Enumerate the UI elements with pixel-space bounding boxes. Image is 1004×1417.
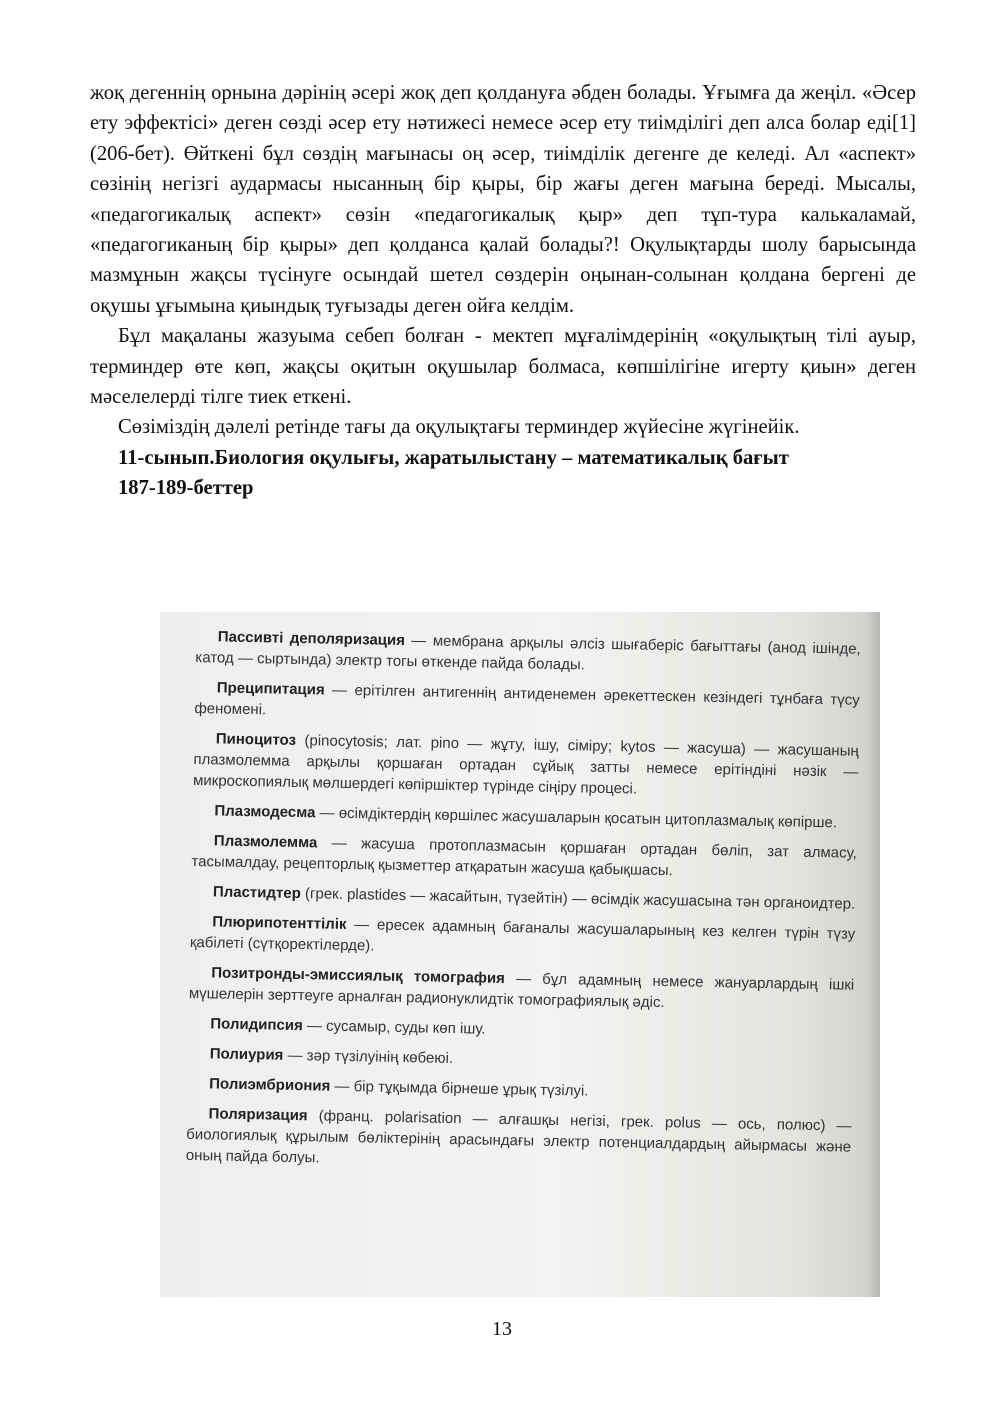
glossary-definition: — жасуша протоплазмасын қоршаған ортадан бөліп, зат алмасу, тасымалдау, рецепторлық қызметтер атқаратын жасуша қабықшасы. — [191, 834, 857, 880]
glossary-entry — [190, 911, 856, 966]
glossary-term: Плазмолемма — [213, 832, 318, 852]
glossary-term: Пластидтер — [212, 883, 301, 903]
glossary-definition: — ересек адамның бағаналы жасушаларының кез келген түрін түзу қабілеті (сүтқоректілерде). — [189, 915, 856, 955]
glossary-definition: — бір тұқымда бірнеше ұрық түзілуі. — [330, 1077, 589, 1100]
glossary-entry — [186, 1103, 852, 1179]
glossary-term: Поляризация — [208, 1105, 308, 1125]
glossary-entry — [194, 677, 860, 732]
glossary-term: Плазмодесма — [214, 802, 316, 822]
glossary-term: Плюрипотенттілік — [212, 913, 347, 933]
glossary-term: Полиурия — [209, 1045, 284, 1064]
glossary-definition: — ерітілген антигеннің антиденемен әрекеттескен кезіндегі тұнбаға түсу феномені. — [194, 681, 860, 719]
glossary-entry — [191, 881, 856, 915]
glossary-entry — [193, 728, 859, 804]
glossary-entry — [191, 830, 857, 885]
page-number: 13 — [492, 1318, 512, 1340]
glossary-term: Преципитация — [216, 679, 325, 699]
glossary-definition: — бұл адамның немесе жануарлардың ішкі мүшелерін зерттеуге арналған радионуклидтік томографиялық әдіс. — [188, 969, 855, 1012]
glossary-definition: — зәр түзілуінің көбеюі. — [283, 1046, 454, 1068]
body-paragraph: Сөзіміздің дәлелі ретінде тағы да оқулықтағы терминдер жүйесіне жүгінейік. — [118, 416, 800, 439]
glossary-term: Полиэмбриония — [209, 1075, 331, 1095]
body-paragraph: жоқ дегеннің орнына дәрінің әсері жоқ деп қолдануға әбден болады. Ұғымға да жеңіл. «Әсер ету эффектісі» деген сөзді әсер ету нәтижесі немесе әсер ету тиімділігі деп алса болар еді[1](206-бет). Өйткені бұл сөздің мағынасы оң әсер, тиімділік дегенге де келеді. Ал «аспект» сөзінің негізгі аудармасы нысанның бір қыры, бір жағы деген мағына береді. Мысалы, «педагогикалық аспект» сөзін «педагогикалық қыр» деп тұп-тура калькаламай, «педагогиканың бір қыры» деп қолданса қалай болады?! Оқулықтарды шолу барысында мазмұнын жақсы түсінуге осындай шетел сөздерін оңынан-солынан қолдана бергені де оқушы ұғымына қиындық туғызады деген ойға келдім. — [90, 82, 916, 317]
body-paragraph: Бұл мақаланы жазуыма себеп болған - мектеп мұғалімдерінің «оқулықтың тілі ауыр, терминдер өте көп, жақсы оқитын оқушылар болмаса, көпшілігіне игерту қиын» деген мәселелерді тілге тиек еткені. — [90, 325, 916, 409]
section-heading: 11-сынып.Биология оқулығы, жаратылыстану – математикалық бағыт — [118, 446, 789, 469]
glossary-definition: — сусамыр, суды көп ішу. — [302, 1017, 486, 1038]
scanned-glossary-image — [160, 612, 880, 1297]
glossary-entry — [195, 626, 861, 681]
glossary-entry — [192, 800, 857, 834]
glossary-term: Полидипсия — [210, 1015, 303, 1035]
glossary-definition: (грек. plastides — жасайтын, түзейтін) — өсімдік жасушасына тән органоидтер. — [300, 885, 856, 913]
scan-page-shadow — [866, 612, 880, 1297]
glossary-definition: — мембрана арқылы әлсіз шығаберіс бағыттағы (анод ішінде, катод — сыртында) электр тогы өткенде пайда болады. — [195, 632, 861, 674]
glossary-definition: (франц. polarisation — алғашқы негізі, грек. polus — ось, полюс) — биологиялық құрылым бөліктерінің арасындағы электр потенциалдардың айырмасы және оның пайда болуы. — [185, 1107, 852, 1167]
page-body — [90, 78, 916, 504]
pages-heading: 187-189-беттер — [118, 477, 254, 500]
glossary-definition: (pinocytosis; лат. pino — жұту, ішу, сіміру; kytos — жасуша) — жасушаның плазмолемма арқылы қоршаған ортадан сұйық затты немесе ерітіндіні нәзік — микроскопиялық мөлшердегі көпіршіктер түрінде сіңіру процесі. — [192, 731, 859, 798]
glossary-entry — [188, 1043, 853, 1077]
glossary-list — [185, 626, 860, 1188]
glossary-term: Пассивті деполяризация — [217, 628, 406, 650]
glossary-term: Пиноцитоз — [215, 730, 297, 749]
glossary-entry — [188, 1013, 853, 1047]
glossary-entry — [187, 1073, 852, 1107]
glossary-entry — [189, 962, 855, 1017]
glossary-definition: — өсімдіктердің көршілес жасушаларын қосатын цитоплазмалық көпірше. — [315, 804, 838, 832]
glossary-term: Позитронды-эмиссиялық томография — [211, 964, 506, 987]
